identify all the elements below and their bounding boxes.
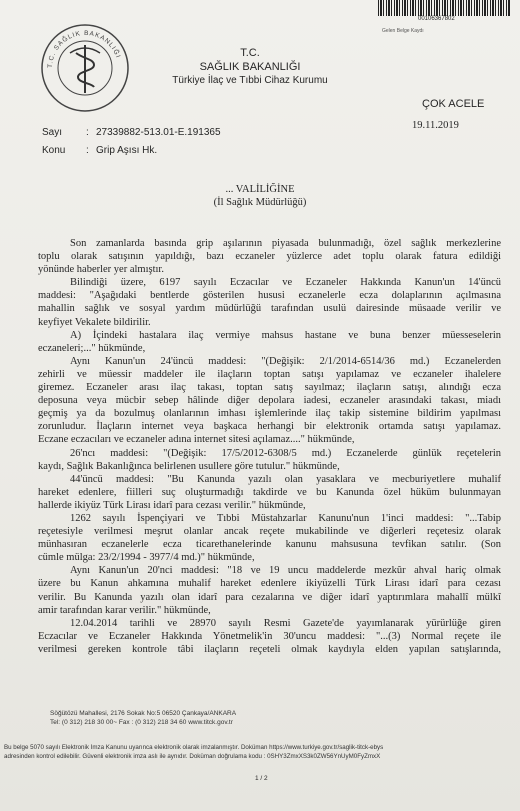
body-line: 1262 sayılı İspençiyari ve Tıbbi Müstahzarlar Kanunu'nun 1'inci maddesi: "...Tabip [70,512,501,524]
body-line: Aynı Kanun'un 24'üncü maddesi: "(Değişik: 2/1/2014-6514/36 md.) Eczanelerden [70,355,501,367]
letter-body [38,237,501,656]
esign-notice-line-1: Bu belge 5070 sayılı Elektronik İmza Kanunu uyarınca elektronik olarak imzalanmıştır. Doküman https://www.turkiye.gov.tr/saglik-titck-ebys [4,744,384,751]
body-line: hallerde ikiyüz Türk Lirası idarî para cezası verilir." hükmünde, [38,499,306,511]
body-line: 26'ncı maddesi: "(Değişik: 17/5/2012-6308/5 md.) Eczanelerde günlük reçetelerin [70,447,501,459]
body-line: Aynı Kanun'un 20'nci maddesi: "18 ve 19 uncu maddelerde mezkûr ahval hariç olmak [70,565,501,577]
body-line: zorunludur. İlaçların internet veya başkaca herhangi bir elektronik ortamda satışı yapılamaz. [38,421,501,433]
barcode [378,0,510,16]
document-date: 19.11.2019 [412,120,459,131]
body-line: reçetesiyle verilmesi meşrut olanlar ancak reçete mukabilinde ve diğerleri reçetesiz olarak [38,526,501,538]
urgency-label: ÇOK ACELE [422,98,485,110]
body-line: Eczane eczacıları ve eczaneler adına internet sitesi açılamaz...." hükmünde, [38,434,355,446]
footer-contact: Tel: (0 312) 218 30 00~ Fax : (0 312) 218 34 60 www.titck.gov.tr [50,719,233,726]
esign-notice-line-2: adresinden kontrol edilebilir. Güvenli elektronik imza aslı ile aynıdır. Doküman doğrulama kodu : 0SHY3ZmxXS3k0ZW56YnUyM0FyZmxX [4,753,381,760]
barcode-number: 00106367802 [418,16,455,22]
body-line: maddesi: "Aşağıdaki bentlerde gösterilen hususi eczanelerle ecza dolaplarının açılmasına [38,290,501,302]
body-line: geçmiş ya da bozulmuş olanlarının imhası işlemlerinde ilaç takip sistemine bildirim yapılması [38,408,501,420]
body-line: Bilindiği üzere, 6197 sayılı Eczacılar ve Eczaneler Hakkında Kanun'un 14'üncü [70,277,501,289]
konu-value: Grip Aşısı Hk. [96,145,158,156]
body-line: zehirli ve müessir maddeler ile ilaçların toptan satışı yapılamaz ve eczaneler ihalelere [38,368,501,380]
body-line: eczaneleri;..." hükmünde, [38,342,146,354]
header-ministry: SAĞLIK BAKANLIĞI [199,61,301,73]
body-line: üzere bu Kanun ahkamına muhalif hareket edenlere ikiyüzelli Türk Lirası idarî para cezası [38,578,501,590]
body-line: 12.04.2014 tarihli ve 28970 sayılı Resmi Gazete'de yayımlanarak yürürlüğe giren [70,617,501,629]
body-line: verilmesi gereken kontrole tâbi ilaçların reçeteli olmak kaydıyla elden yapılan satışlarında, [38,643,501,655]
header-tc: T.C. [240,47,260,59]
body-line: Son zamanlarda basında grip aşılarının piyasada bulunmadığı, özel sağlık merkezlerine [70,238,501,249]
body-line: Eczacılar ve Eczaneler Hakkında Yönetmelik'in 30'uncu maddesi: "...(3) Normal reçete ile [38,630,501,642]
body-line: hareket edenlere, fiilleri suç oluşturmadığı takdirde ve bu Kanunda özel hüküm bulunmayan [38,486,501,498]
body-line: cümle mülga: 23/2/1994 - 3977/4 md.)" hükmünde, [38,552,255,564]
reference-number-row: Sayı : 27339882-513.01-E.191365 [42,127,221,138]
body-line: deposuna veya mücbir sebep hâlinde diğer depolara iadesi, eczaneler arasındaki takası, miadı [38,395,501,407]
footer-address: Söğütözü Mahallesi, 2176 Sokak No:5 06520 Çankaya/ANKARA [50,710,237,717]
sayi-label: Sayı [42,127,63,138]
body-line: amir tarafından karar verilir." hükmünde, [38,604,211,616]
ministry-logo [40,23,130,113]
body-line: münhasıran eczanelerle ecza ticarethanelerinde kanunu mahsusuna tevfikan satılır. (Son [38,539,501,551]
konu-label: Konu [42,145,66,156]
body-line: yönünde haberler yer almıştır. [38,264,164,276]
body-line: toplu olarak satışının yapıldığı, bazı eczaneler yüzlerce adet toplu olarak fatura edildiği [38,251,501,263]
logo-ring-text: T.C. SAĞLIK BAKANLIĞI [46,29,122,69]
body-line: kaydı, Sağlık Bakanlığınca belirlenen usullere göre tutulur." hükmünde, [38,460,340,472]
addressee-line-1: ... VALİLİĞİNE [225,184,295,195]
registry-stamp-label: Gelen Belge Kaydı [382,28,424,34]
body-line: 44'üncü maddesi: "Bu Kanunda yazılı olan yasaklara ve mecburiyetlere muhalif [70,473,501,485]
sayi-value: 27339882-513.01-E.191365 [96,127,221,138]
body-line: giremez. Eczaneler arası ilaç takası, toptan satış sayılmaz; ilaçların satışı, alındığı ecza [38,382,501,394]
page-number: 1 / 2 [255,775,268,782]
header-agency: Türkiye İlaç ve Tıbbi Cihaz Kurumu [172,75,328,86]
body-line: A) İçindeki hastalara ilaç vermiye mahsus hastane ve buna benzer müesseselerin [70,329,501,341]
addressee-line-2: (İl Sağlık Müdürlüğü) [213,197,307,208]
subject-row: Konu : Grip Aşısı Hk. [42,145,158,156]
body-line: keyfiyet Vekalete bildirilir. [38,316,151,328]
body-line: verilir. Bu Kanunda yazılı olan idarî para cezalarına ve diğer idarî yaptırımlara mahallî mülkî [38,591,501,603]
body-line: mahallin sağlık ve sosyal yardım müdürlüğü tarafından usulü dairesinde müsaade verilir ve [38,303,501,315]
